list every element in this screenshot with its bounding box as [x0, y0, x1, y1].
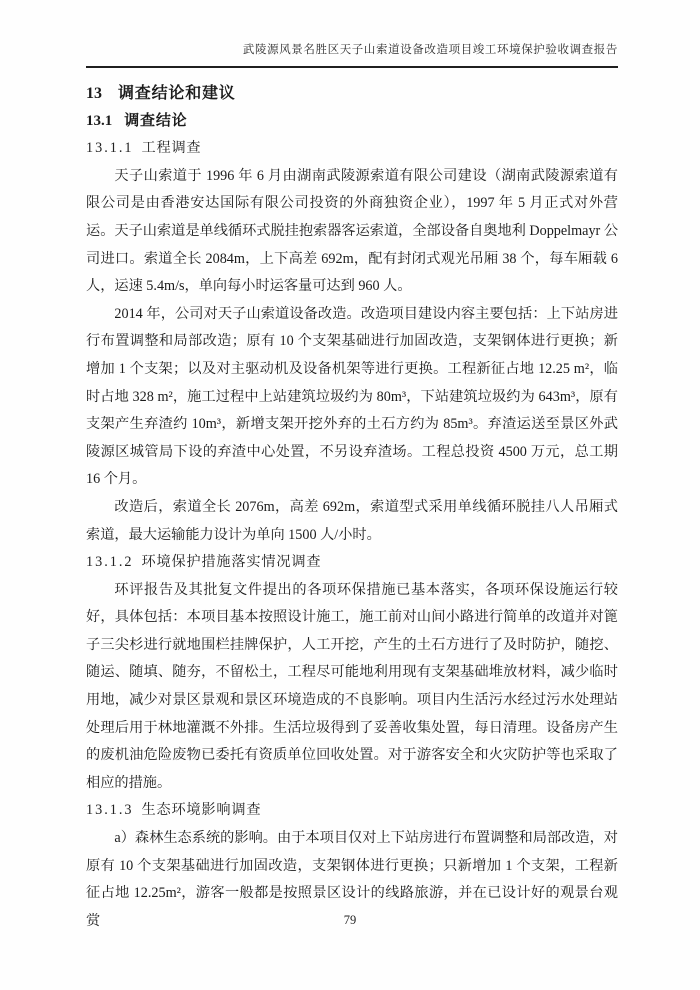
header-rule [86, 66, 618, 68]
paragraph-renovation-scope: 2014 年，公司对天子山索道设备改造。改造项目建设内容主要包括：上下站房进行布置调整和局部改造；原有 10 个支架基础进行加固改造，支架钢体进行更换；新增加 1 个支架；以及对主驱动机及设备机架等进行更换。工程新征占地 12.25 m²，临时占地 328 m²，施工过程中上站建筑垃圾约为 80m³，下站建筑垃圾约为 643m³，原有支架产生弃渣约 10m³，新增支架开挖外弃的土石方约为 85m³。弃渣运送至景区外武陵源区城管局下设的弃渣中心处置，不另设弃渣场。工程总投资 4500 万元，总工期 16 个月。 [86, 305, 618, 488]
document-content [86, 80, 618, 935]
subsection-title: 工程调查 [141, 140, 202, 157]
subsection-title: 生态环境影响调查 [141, 802, 262, 819]
subsection-number: 13.1.1 [86, 140, 134, 157]
subsection-heading-13-1-3 [86, 797, 618, 825]
subsection-heading-13-1-2 [86, 549, 618, 577]
chapter-title: 调查结论和建议 [118, 85, 236, 102]
section-title: 调查结论 [124, 112, 188, 129]
section-number: 13.1 [86, 112, 113, 129]
header-title: 武陵源风景名胜区天子山索道设备改造项目竣工环境保护验收调查报告 [242, 44, 618, 56]
chapter-number: 13 [86, 85, 102, 102]
paragraph-cableway-history: 天子山索道于 1996 年 6 月由湖南武陵源索道有限公司建设（湖南武陵源索道有限公司是由香港安达国际有限公司投资的外商独资企业），1997 年 5 月正式对外营运。天子山索道是单线循环式脱挂抱索器客运索道，全部设备自奥地利 Doppelmayr 公司进口。索道全长 2084m，上下高差 692m，配有封闭式观光吊厢 38 个，每车厢载 6 人，运速 5.4m/s，单向每小时运客量可达到 960 人。 [86, 167, 619, 295]
paragraph-env-protection-measures: 环评报告及其批复文件提出的各项环保措施已基本落实，各项环保设施运行较好，具体包括：本项目基本按照设计施工，施工前对山间小路进行简单的改道并对篦子三尖杉进行就地围栏挂牌保护，人工开挖，产生的土石方进行了及时防护，随挖、随运、随填、随夯，不留松土，工程尽可能地利用现有支架基础堆放材料，减少临时用地，减少对景区景观和景区环境造成的不良影响。项目内生活污水经过污水处理站处理后用于林地灌溉不外排。生活垃圾得到了妥善收集处置，每日清理。设备房产生的废机油危险废物已委托有资质单位回收处置。对于游客安全和火灾防护等也采取了相应的措施。 [86, 581, 618, 791]
subsection-heading-13-1-1 [86, 135, 618, 163]
section-heading-13-1 [86, 108, 618, 136]
subsection-title: 环境保护措施落实情况调查 [141, 554, 322, 571]
paragraph-forest-ecosystem-impact: a）森林生态系统的影响。由于本项目仅对上下站房进行布置调整和局部改造，对原有 10 个支架基础进行加固改造，支架钢体进行更换；只新增加 1 个支架，工程新征占地 12.25m²，游客一般都是按照景区设计的线路旅游，并在已设计好的观景台观赏 [86, 830, 618, 929]
page-footer [0, 913, 700, 928]
page-header [86, 42, 618, 58]
page-number: 79 [343, 913, 357, 927]
chapter-heading [86, 80, 618, 108]
subsection-number: 13.1.3 [86, 802, 134, 819]
subsection-number: 13.1.2 [86, 554, 134, 571]
paragraph-post-renovation-specs: 改造后，索道全长 2076m，高差 692m，索道型式采用单线循环脱挂八人吊厢式索道，最大运输能力设计为单向 1500 人/小时。 [86, 498, 618, 543]
